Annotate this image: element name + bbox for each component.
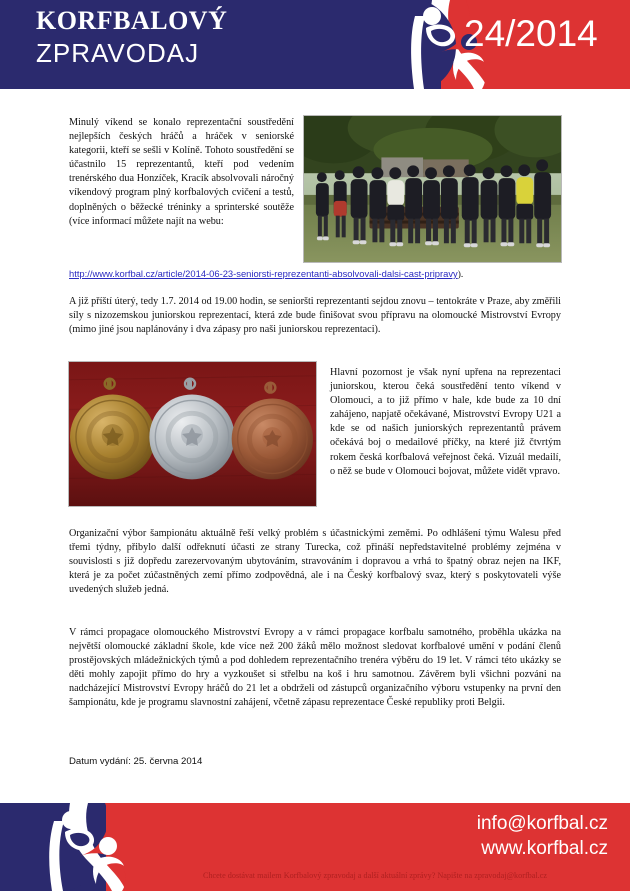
- page-footer: [0, 803, 630, 891]
- publication-date: Datum vydání: 25. června 2014: [69, 756, 203, 767]
- team-training-photo: [303, 115, 562, 263]
- article-link-line: [69, 267, 509, 282]
- article-link-tail: ).: [457, 270, 464, 280]
- paragraph-3: Hlavní pozornost je však nyní upřena na reprezentaci juniorskou, kterou čeká soustředění tento víkend v Olomouci, a to již přímo v hale, kde bude za 10 dní zahájeno, napjatě očekávané, Mistrovství Evropy U21 a kde se od našich juniorských reprezentantů právem očekává boj o medailové příčky, na které již čtvrtým rokem česká korfbalová veřejnost čeká. Vizuál medailí, o něž se bude v Olomouci bojovat, můžete vidět vpravo.: [330, 367, 561, 477]
- footer-website[interactable]: www.korfbal.cz: [481, 838, 608, 859]
- paragraph-4: Organizační výbor šampionátu aktuálně řeší velký problém s účastnickými zeměmi. Po odhlášení týmu Walesu před třemi týdny, přibylo další odřeknutí účasti ze strany Turecka, což přináší nepředstavitelné problémy zejména v souvislosti s již dopředu zarezervovaným ubytováním, stravováním i dopravou a vrhá to špatný obraz nejen na IKF, která je za počet zúčastněných zemí přímo zodpovědná, ale i na Český korfbalový svaz, který s poskytovateli výše uvedených služeb jedná.: [69, 528, 561, 596]
- footer-contact-block: [477, 811, 608, 861]
- issue-number: 24/2014: [464, 13, 598, 54]
- page-content: [0, 89, 630, 803]
- footer-subscribe-note: Chcete dostávat mailem Korfbalový zpravodaj a další aktuální zprávy? Napište na zpravodaj@korfbal.cz: [202, 871, 547, 880]
- masthead-title-line1: KORFBALOVÝ: [36, 6, 228, 35]
- page-header: [0, 0, 630, 89]
- masthead-title: [36, 8, 227, 66]
- article-link[interactable]: http://www.korfbal.cz/article/2014-06-23-seniorsti-reprezentanti-absolvovali-dalsi-cast-pripravy: [69, 268, 458, 279]
- medals-photo: [68, 361, 317, 507]
- paragraph-2: A již příští úterý, tedy 1.7. 2014 od 19.00 hodin, se senioršti reprezentanti sejdou znovu – tentokráte v Praze, aby změřili síly s nizozemskou juniorskou reprezentací, která zde bude finišovat svou přípravu na olomoucké Mistrovství Evropy (mimo jiné jsou naplánovány i dva zápasy pro naši juniorskou reprezentaci).: [69, 296, 561, 336]
- paragraph-1: Minulý víkend se konalo reprezentační soustředění nejlepších českých hráčů a hráček v seniorské kategorii, kteří se sešli v Kolíně. Tohoto soustředění se účastnilo 15 reprezentantů, kteří pod vedením trenérského dua Honzíček, Kracík absolvovali náročný víkendový program plný korfbalových cvičení a testů, doplněných o běžecké tréninky a sprinterské soutěže (více informací můžete najít na webu:: [69, 117, 294, 227]
- paragraph-5: V rámci propagace olomouckého Mistrovství Evropy a v rámci propagace korfbalu samotného, proběhla ukázka na největší olomoucké základní škole, kde více než 200 žáků mělo možnost sledovat korfbalové umění v podání členů prostějovských mládežnických týmů a pod dohledem reprezentačního trenéra výběru do 19 let. V rámci této ukázky se děti mohly zapojit přímo do hry a vyzkoušet si střelbu na koš i hru samotnou. Závěrem byli všichni pozváni na nadcházející Mistrovství Evropy hráčů do 21 let a obdrželi od zástupců organizačního výboru vstupenky na první den šampionátu, kde je programu slavnostní zahájení, včetně zápasu reprezentace České republiky proti Belgii.: [69, 627, 561, 709]
- masthead-title-line2: ZPRAVODAJ: [36, 38, 200, 68]
- footer-email[interactable]: info@korfbal.cz: [476, 813, 608, 834]
